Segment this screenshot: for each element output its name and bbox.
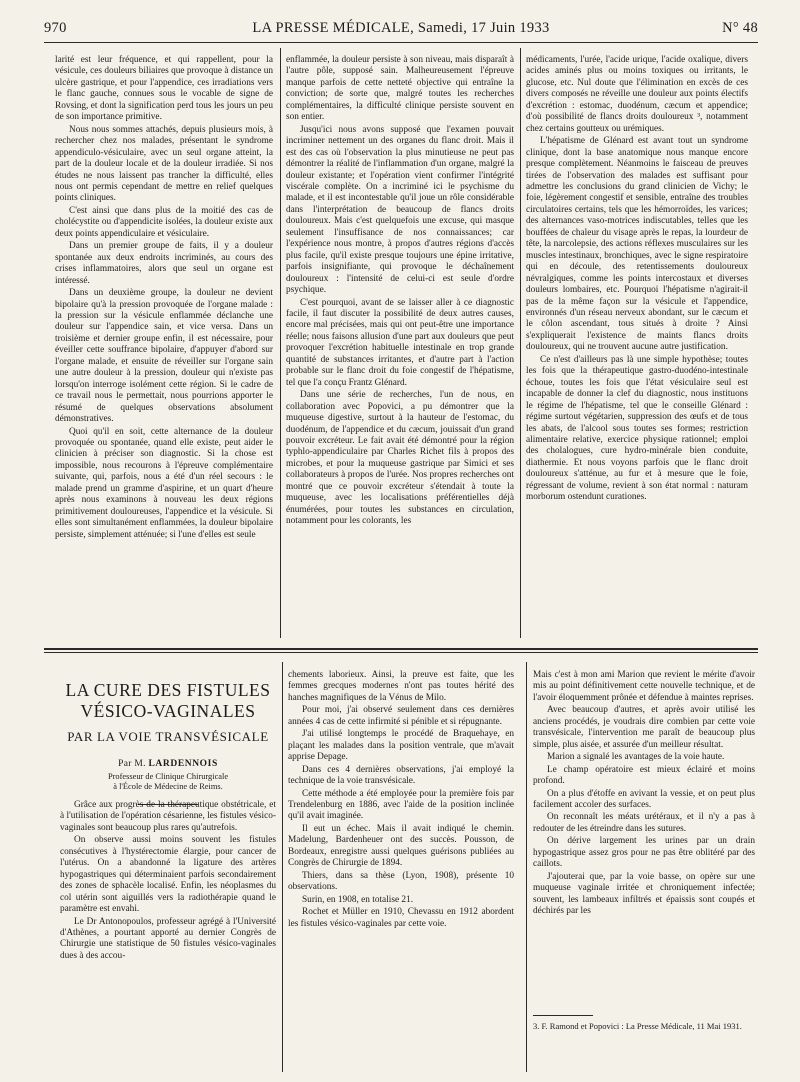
paragraph: Dans un deuxième groupe, la douleur ne devient bipolaire qu'à la pression provoquée de l'organe malade : la pression sur la vésicule enflammée déclanche une douleur sur l'appendice sain, et vice versa. Dans un troisième et dernier groupe enfin, il est nécessaire, pour éveiller cette souffrance bipolaire, d'appuyer d'abord sur l'organe malade, et ensuite de réveiller sur l'organe sain une autre douleur à la pression, douleur qui n'existe pas lorsqu'on interroge isolément cette région. Si le cadre de ce travail nous le permettait, nous pourrions apporter le résumé de quelques observations absolument démonstratives. xyxy=(55,288,273,425)
author-prefix: Par M. xyxy=(118,759,146,769)
paragraph: Jusqu'ici nous avons supposé que l'examen pouvait incriminer nettement un des organes du flanc droit. Mais il est des cas où l'observation la plus minutieuse ne peut pas démontrer la réalité de l'inflammation d'un organe, malgré la douleur existante; et l'opération vient confirmer l'intégrité viscérale complète. On a incriminé ici le psychisme du malade, et il est incontestable qu'il joue un rôle considérable dans l'interprétation de beaucoup de flancs droits douloureux. Mais c'est quelquefois une excuse, qui masque seulement l'insuffisance de nos connaissances; car l'expérience nous montre, à propos d'autres régions d'accès plus facile, qu'il existe presque toujours une épine irritative, parfois insignifiante, qui provoque le déchaînement douloureux : l'intensité de celui-ci est seule d'ordre psychique. xyxy=(286,124,514,296)
column-divider-lower-1 xyxy=(282,662,283,1072)
paragraph: Pour moi, j'ai observé seulement dans ces dernières années 4 cas de cette infirmité si pénible et si répugnante. xyxy=(288,705,514,727)
page-header xyxy=(44,18,758,40)
column-divider-upper-2 xyxy=(520,48,521,638)
paragraph: enflammée, la douleur persiste à son niveau, mais disparaît à l'autre pôle, supposé sain. Malheureusement l'épreuve manque parfois de cette netteté objective qui entraîne la conviction; de sorte que, malgré toutes les recherches complémentaires, la difficulté clinique persiste souvent en son entier. xyxy=(286,55,514,123)
paragraph: Le champ opératoire est mieux éclairé et moins profond. xyxy=(533,764,755,787)
author-name: LARDENNOIS xyxy=(148,759,218,769)
paragraph: Mais c'est à mon ami Marion que revient le mérite d'avoir mis au point définitivement cette nouvelle technique, et de l'avoir éloquemment prônée et défendue à maintes reprises. xyxy=(533,670,755,703)
paragraph: C'est pourquoi, avant de se laisser aller à ce diagnostic facile, il faut discuter la possibilité de deux autres causes, encore mal précisées, mais qui ont peut-être une importance réelle; nous faisons allusion d'une part aux douleurs que peut provoquer l'excrétion habituelle intestinale en trop grande quantité de substances irritantes, et d'autre part à l'action probable sur le flanc droit du foie congestif de l'hépatisme, tel que l'a conçu Frantz Glénard. xyxy=(286,297,514,388)
article-column-2 xyxy=(288,670,514,1070)
paragraph: Dans une série de recherches, l'un de nous, en collaboration avec Popovici, a pu démontrer que la muqueuse digestive, surtout à la hauteur de l'estomac, du duodénum, de l'appendice et du cæcum, jouissait d'un grand pouvoir excréteur. Le fait avait été démontré pour la région typhlo-appendiculaire par Charles Richet fils à propos des microbes, et pour la muqueuse gastrique par Simici et ses collaborateurs à propos de l'urée. Nos propres recherches ont montré que ce pouvoir excréteur s'étendait à toute la muqueuse, avec les localisations préférentielles déjà énumérées, pour toutes les substances en circulation, notamment pour les colorants, les xyxy=(286,390,514,527)
page-number: 970 xyxy=(44,20,67,36)
paragraph: larité est leur fréquence, et qui rappellent, pour la vésicule, ces douleurs biliaires que provoque à distance un ulcère gastrique, et pour l'appendice, ces irradiations vers le flanc gauche, connues sous le vocable de signe de Rovsing, et dont la signification perd tous les jours un peu de son importance primitive. xyxy=(55,55,273,123)
journal-running-title: LA PRESSE MÉDICALE, Samedi, 17 Juin 1933 xyxy=(252,20,550,36)
footnote: 3. F. Ramond et Popovici : La Presse Médicale, 11 Mai 1931. xyxy=(533,1021,742,1031)
paragraph: Le Dr Antonopoulos, professeur agrégé à l'Université d'Athènes, a pourtant apporté au dernier Congrès de Chirurgie une statistique de 50 fistules vésico-vaginales dues à des accou- xyxy=(60,916,276,961)
paragraph: J'ajouterai que, par la voie basse, on opère sur une muqueuse vaginale irritée et chroniquement infectée; souvent, les lambeaux infiltrés et épaissis sont coupés et déchirés par les xyxy=(533,871,755,917)
article-author xyxy=(60,759,276,769)
column-divider-lower-2 xyxy=(526,662,527,1072)
paragraph: C'est ainsi que dans plus de la moitié des cas de cholécystite ou d'appendicite isolées, la douleur existe aux deux points appendiculaire et vésiculaire. xyxy=(55,205,273,239)
paragraph: Dans un premier groupe de faits, il y a douleur spontanée aux deux endroits incriminés, au cours des crises inflammatoires, alors que seul un organe est intéressé. xyxy=(55,241,273,286)
author-affiliation-1: Professeur de Clinique Chirurgicale xyxy=(107,772,229,781)
author-affiliation-2: à l'École de Médecine de Reims. xyxy=(113,782,223,791)
paragraph: On reconnaît les méats urétéraux, et il n'y a pas à redouter de les étreindre dans les sutures. xyxy=(533,812,755,834)
paragraph: médicaments, l'urée, l'acide urique, l'acide oxalique, divers acides aminés plus ou moins toxiques ou irritants, le glucose, etc. Nul doute que l'élimination en excès de ces divers composés ne réveille une douleur aux points électifs d'excrétion : estomac, duodénum, cæcum et appendice; d'où possibilité de flancs droits douloureux ³, notamment chez certains goutteux ou urémiques. xyxy=(526,55,748,134)
upper-column-2 xyxy=(286,55,514,635)
paragraph: J'ai utilisé longtemps le procédé de Braquehaye, en plaçant les malades dans la position ventrale, que m'avait apprise Depage. xyxy=(288,729,514,763)
article-column-3 xyxy=(533,670,755,1010)
paragraph: Ce n'est d'ailleurs pas là une simple hypothèse; toutes les fois que la thérapeutique gastro-duodéno-intestinale échoue, toutes les fois que l'état vésiculaire seul est incapable de donner la clef du diagnostic, nous instituons le régime de l'hépatisme, tel que le conseille Glénard : régime surtout végétarien, suppression des œufs et de tous les abats, de l'alcool sous toutes ses formes; restriction alimentaire relative, exercice physique rationnel; emploi des cholalogues, cure hydro-minérale bien conduite, diathermie. Et nous voyons parfois que le flanc droit douloureux s'atténue, au fur et à mesure que le foie, régressant de volume, revient à son état normal : naturam morborum ostendunt curationes. xyxy=(526,354,748,503)
paragraph: chements laborieux. Ainsi, la preuve est faite, que les femmes grecques modernes n'ont pas toutes hérité des hanches magnifiques de la Vénus de Milo. xyxy=(288,670,514,703)
article-subtitle: PAR LA VOIE TRANSVÉSICALE xyxy=(67,729,269,744)
paragraph: Rochet et Müller en 1910, Chevassu en 1912 abordent les fistules vésico-vaginales par cette voie. xyxy=(288,907,514,929)
header-rule xyxy=(44,42,758,43)
paragraph: Surin, en 1908, en totalise 21. xyxy=(302,894,414,905)
section-divider xyxy=(44,648,758,650)
paragraph: L'hépatisme de Glénard est avant tout un syndrome clinique, dont la base anatomique nous manque encore presque complètement. Néanmoins le faisceau de preuves tirées de l'observation des malades est suffisant pour admettre les conclusions du grand clinicien de Vichy; le foie, légèrement congestif et sensible, entraîne des troubles circulatoires certains, tels que les hémorroïdes, les varices; des alternances vaso-motrices indiscutables, telles que les bouffées de chaleur du visage après le repas, la lourdeur de tête, la narcolepsie, des actions réflexes musculaires sur les muscles intestinaux, bronchiques, avec le signe respiratoire qui en découle, des retentissements douloureux névralgiques, comme les points intercostaux et diverses douleurs lombaires, etc. Pourquoi l'hépatisme n'agirait-il pas de la même façon sur la vésicule et l'appendice, environnés d'un réseau nerveux abondant, sur le cæcum et le côlon ascendant, tous situés à droite ? Ainsi s'expliquerait l'existence de maints flancs droits douloureux, qui ne trouvent aucune autre justification. xyxy=(526,136,748,353)
paragraph: Dans ces 4 dernières observations, j'ai employé la technique de la voie transvésicale. xyxy=(288,764,514,787)
paragraph: Avec beaucoup d'autres, et après avoir utilisé les anciens procédés, je voudrais dire combien par cette voie transvésicale, l'intervention me paraît de beaucoup plus simple, plus aisée, et assurée d'un meilleur résultat. xyxy=(533,705,755,750)
section-divider-thin xyxy=(44,652,758,653)
paragraph: Marion a signalé les avantages de la voie haute. xyxy=(547,752,725,763)
column-divider-upper-1 xyxy=(280,48,281,638)
upper-column-1 xyxy=(55,55,273,635)
footnote-rule xyxy=(533,1015,593,1016)
article-column-1 xyxy=(60,800,276,1072)
paragraph: Thiers, dans sa thèse (Lyon, 1908), présente 10 observations. xyxy=(288,870,514,893)
article-title: LA CURE DES FISTULES VÉSICO-VAGINALES xyxy=(65,680,271,721)
issue-number: N° 48 xyxy=(722,20,758,36)
article-heading xyxy=(60,680,276,805)
paragraph: On observe aussi moins souvent les fistules consécutives à l'hystérectomie élargie, pour cancer de l'utérus. On a abandonné la ligature des artères hypogastriques qui déterminaient parfois secondairement des zones de sphacèle localisé. Enfin, les néoplasmes du col utérin sont aiguillés vers la radiothérapie quand le paramètre est envahi. xyxy=(60,835,276,915)
paragraph: Grâce aux progrès de la thérapeutique obstétricale, et à l'utilisation de l'opération césarienne, les fistules vésico-vaginales sont beaucoup plus rares qu'autrefois. xyxy=(60,800,276,833)
paragraph: On a plus d'étoffe en avivant la vessie, et on peut plus facilement accoler des surfaces. xyxy=(533,788,755,810)
paragraph: Cette méthode a été employée pour la première fois par Trendelenburg en 1886, avec l'aide de la position inclinée qu'il avait imaginée. xyxy=(288,788,514,822)
paragraph: On dérive largement les urines par un drain hypogastrique assez gros pour ne pas être oblitéré par des caillots. xyxy=(533,836,755,870)
paragraph: Nous nous sommes attachés, depuis plusieurs mois, à rechercher chez nos malades, présentant le syndrome appendiculo-vésiculaire, avec un seul organe atteint, la part de la douleur locale et de la douleur irradiée. Si nos études ne nous laissent pas trancher la difficulté, elles nous ont permis cependant de mettre en relief quelques points cliniques. xyxy=(55,124,273,204)
upper-column-3 xyxy=(526,55,748,635)
paragraph: Quoi qu'il en soit, cette alternance de la douleur provoquée ou spontanée, quand elle existe, peut aider le clinicien à préciser son diagnostic. Si la chose est impossible, nous recourons à l'épreuve complémentaire suivante, qui, parfois, nous a été d'un réel secours : le malade prend un gramme d'aspirine, et un quart d'heure après nous examinons à nouveau les deux régions primitivement douloureuses, l'appendice et la vésicule. Si elles sont simultanément enflammées, la douleur bipolaire persiste, simplement atténuée; si l'une d'elles est seule xyxy=(55,426,273,540)
paragraph: Il eut un échec. Mais il avait indiqué le chemin. Madelung, Bardenheuer ont des succès. Pousson, de Bordeaux, enregistre aussi quelques guérisons publiées au Congrès de Chirurgie de 1894. xyxy=(288,823,514,869)
